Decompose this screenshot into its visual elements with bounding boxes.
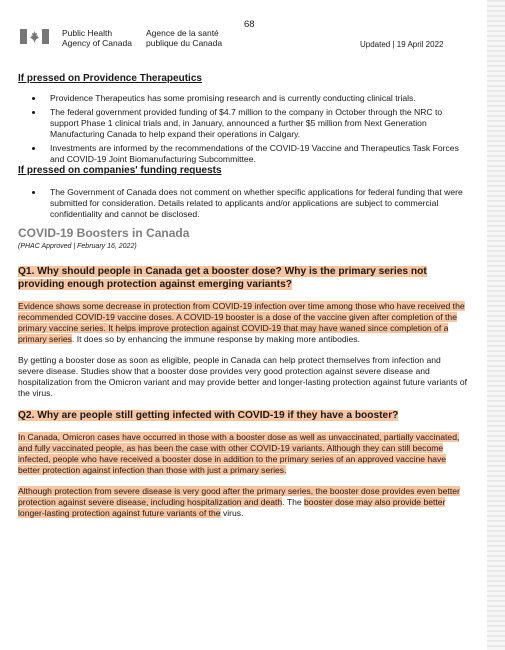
providence-heading: If pressed on Providence Therapeutics (18, 73, 202, 84)
list-item: • The federal government provided funding of $4.7 million to the company in October through the NRC to support Phase 1 clinical trials and, in January, announced a further $5 million from Next Generation Manufacturing Canada to help expand their operations in Calgary. (44, 107, 468, 140)
funding-heading: If pressed on companies' funding requests (18, 165, 222, 176)
providence-list (18, 93, 468, 165)
q1-answer-paragraph-2: By getting a booster dose as soon as eligible, people in Canada can help protect themselves from infection and severe disease. Studies show that a booster dose provides very good protection against severe disease and hospitalization from the Omicron variant and may provide better and longer-lasting protection against future variants of the virus. (18, 355, 468, 398)
list-item: • Investments are informed by the recommendations of the COVID-19 Vaccine and Therapeutics Task Forces and COVID-19 Joint Biomanufacturing Subcommittee. (44, 143, 468, 165)
section-title: COVID-19 Boosters in Canada (18, 226, 190, 240)
question-1: Q1. Why should people in Canada get a booster dose? Why is the primary series not providing enough protection against emerging variants? (18, 266, 427, 290)
question-2: Q2. Why are people still getting infected with COVID-19 if they have a booster? (18, 410, 399, 421)
funding-list (18, 187, 468, 220)
department-name-french: Agence de la santé publique du Canada (146, 28, 223, 48)
canada-flag-icon (20, 29, 49, 44)
list-item: • The Government of Canada does not comment on whether specific applications for federal funding that were submitted for consideration. Details related to applicants and/or applications are subject to commercial confidentiality and cannot be disclosed. (44, 187, 468, 220)
page-edge-strip (487, 0, 505, 650)
document-body (18, 70, 468, 519)
list-item: • Providence Therapeutics has some promising research and is currently conducting clinical trials. (44, 93, 468, 104)
updated-date: Updated | 19 April 2022 (360, 40, 444, 49)
q2-answer-paragraph-1: In Canada, Omicron cases have occurred in those with a booster dose as well as unvaccinated, partially vaccinated, and fully vaccinated people, as has been the case with other COVID-19 variants. Although they can still become infected, people who have received a booster dose in addition to the primary series of an approved vaccine have better protection against infection than those with just a primary series. (18, 432, 460, 475)
q2-answer-paragraph-2: Although protection from severe disease is very good after the primary series, the booster dose provides even better protection against severe disease, including hospitalization and death. The booster dose may also provide better longer-lasting protection against future variants of the virus. (18, 486, 460, 518)
q1-answer-paragraph-1: Evidence shows some decrease in protection from COVID-19 infection over time among those who have received the recommended COVID-19 vaccine doses. A COVID-19 booster is a dose of the vaccine given after completion of the primary vaccine series. It helps improve protection against COVID-19 that may have waned since completion of a primary series. It does so by enhancing the immune response by making more antibodies. (18, 301, 465, 344)
page-number: 68 (244, 19, 255, 30)
approval-note: (PHAC Approved | February 16, 2022) (18, 243, 137, 250)
department-name-english: Public Health Agency of Canada (62, 28, 132, 48)
